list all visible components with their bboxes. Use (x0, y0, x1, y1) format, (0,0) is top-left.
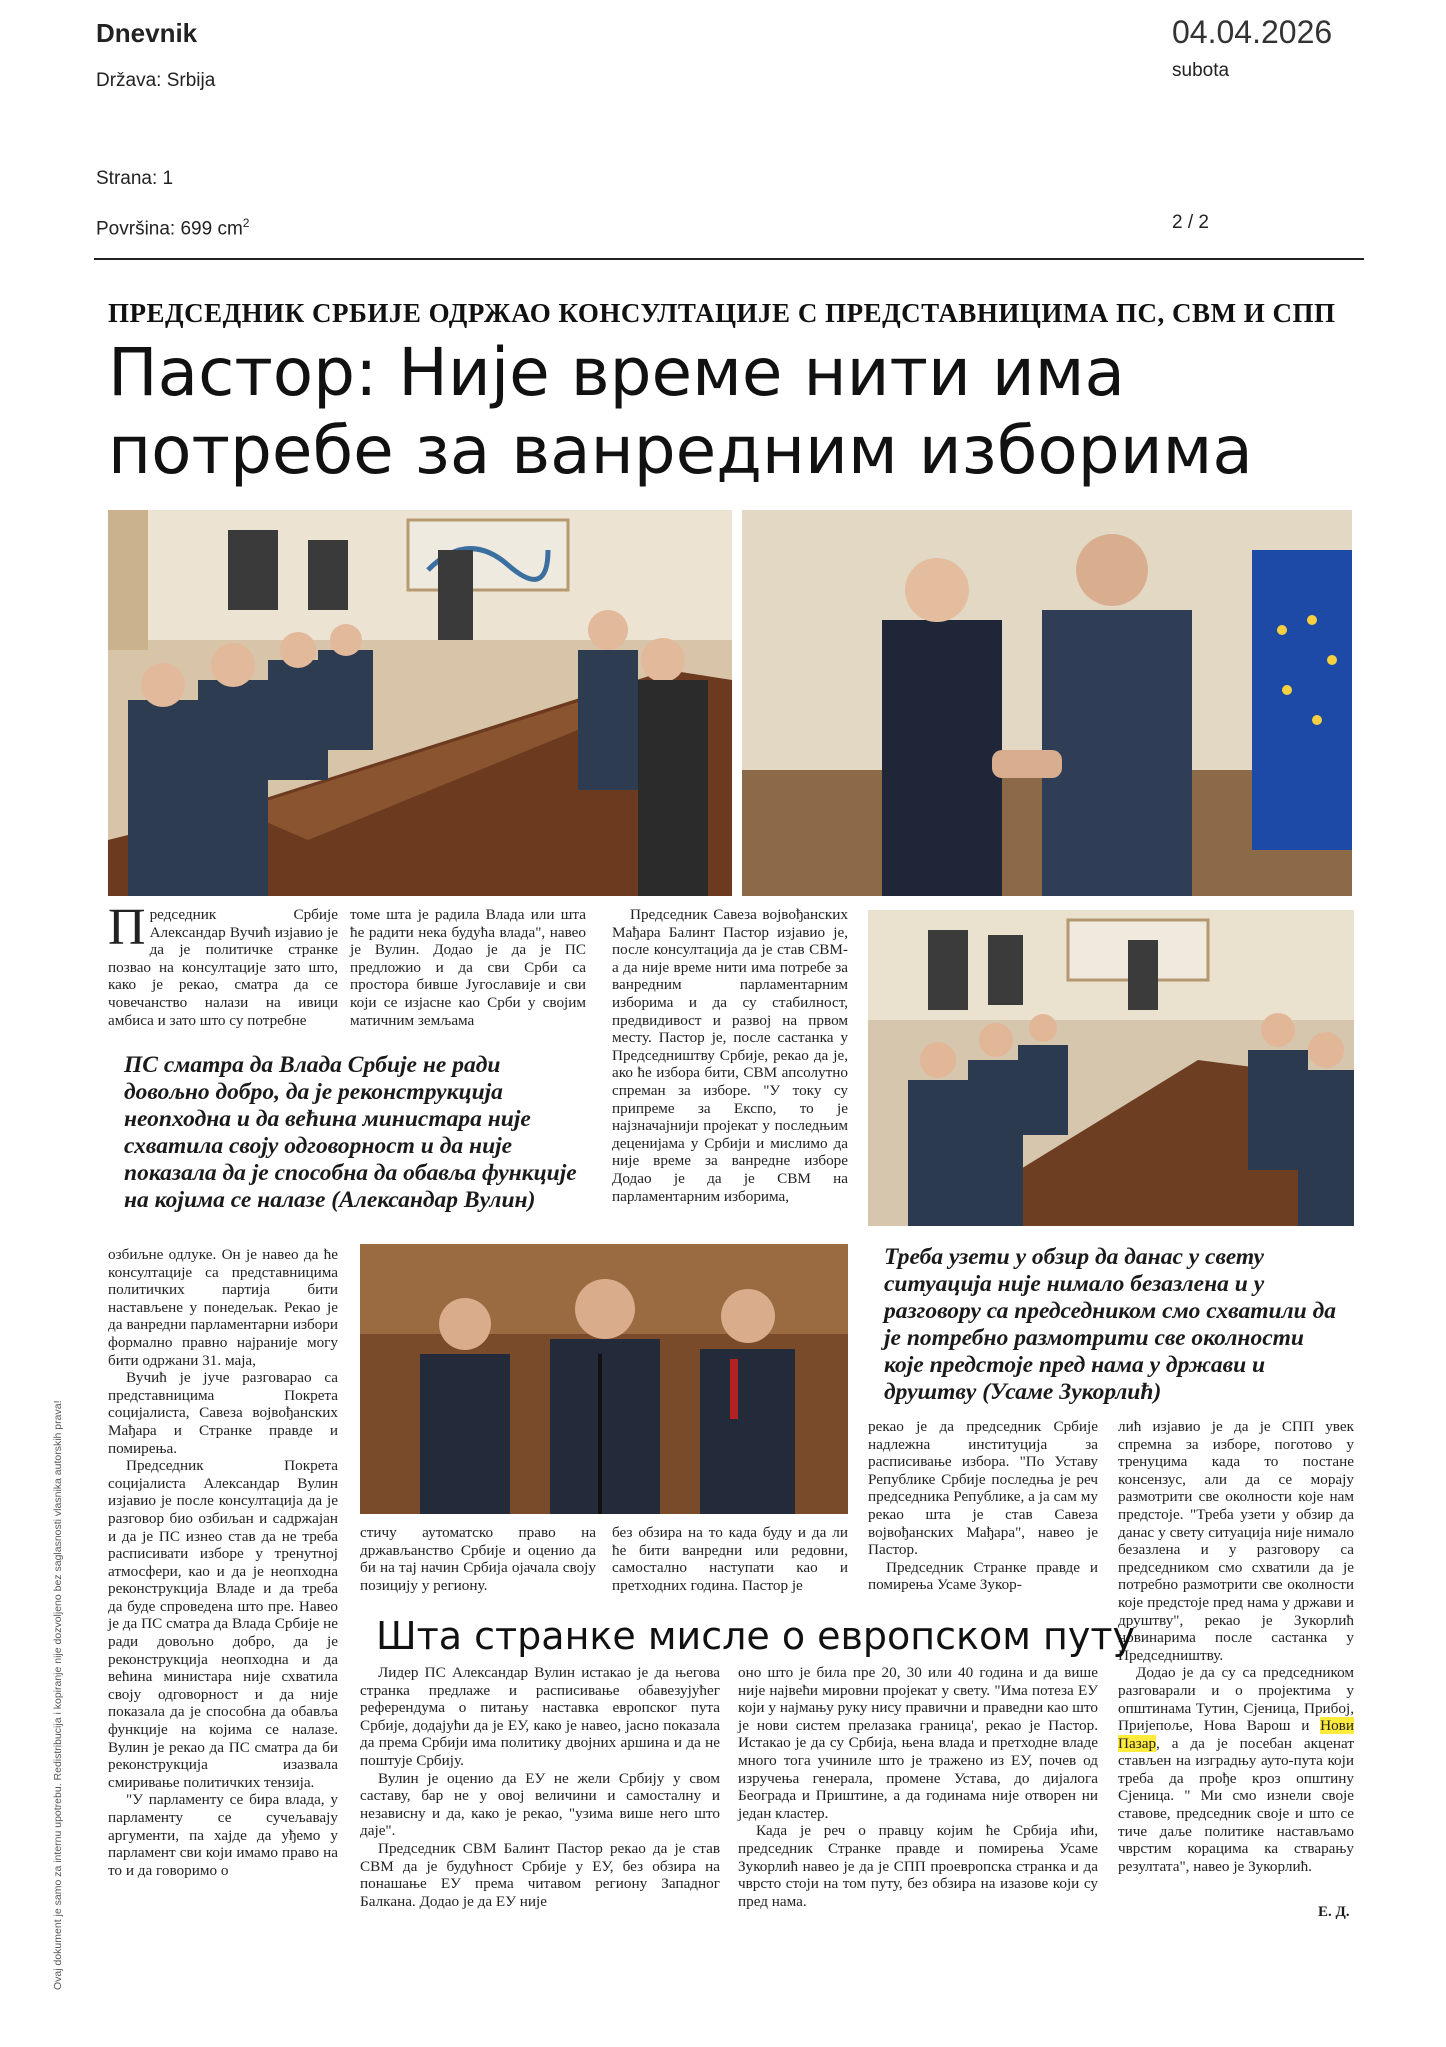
eu-column-1: Лидер ПС Александар Вулин истакао је да његова странка предлаже и расписивање обавезујућег референдума о питању наставка европског пута Србије, додајући да је ЕУ, како је навео, јасно показала да према Србији има политику двојних аршина и да не поштује Србију. Вулин је оценио да ЕУ не жели Србију у свом саставу, бар не у овој величини и самосталну и независну и да, како је рекао, "узима више него што даје". Председник СВМ Балинт Пастор рекао да је став СВМ да је будућност Србије у ЕУ, без обзира на понашање ЕУ према читавом региону Западног Балкана. Додао је да ЕУ није (360, 1664, 720, 1910)
page-counter: 2 / 2 (1172, 212, 1209, 233)
highlighted-phrase: Нови Пазар (1118, 1717, 1354, 1752)
area-unit-exponent: 2 (242, 216, 250, 230)
article-column-5: лић изјавио је да је СПП увек спремна за изборе, поготово у тренуцима када то постане консензус, али да се морају размотрити све околности које нам предстоје. "Треба узети у обзир да данас у свету ситуација није нимало безазлена и у разговору са председником смо схватили да је потребно размотрити све околности које предстоје пред нама у држави и друштву", рекао је Зукорлић новинарима после састанка у Председништву. Додао је да су са председником разговарали и о пројектима у општинама Тутин, Сјеница, Прибој, Пријепоље, Нова Варош и Нови Пазар, а да је посебан акценат стављен на изградњу ауто-пута који треба да прође кроз општину Сјеница. " Ми смо изнели своје ставове, председник своје и што се тиче даље политике настављамо чврстим корацима ка стварању резултата", навео је Зукорлић. (1118, 1418, 1354, 1875)
photo-meeting-wide (868, 910, 1354, 1226)
area-value: Površina: 699 cm (96, 218, 243, 240)
copyright-disclaimer: Ovaj dokument je samo za internu upotrebu. Redistribucija i kopiranje nije dozvoljeno bez saglasnosti vlasnika autorskih prava! (52, 1400, 64, 1990)
pull-quote-zukorlic: Треба узети у обзир да данас у свету ситуација није нимало безазлена и у разговору са председником смо схватили да је потребно размотрити све околности које предстоје пред нама у држави и друштву (Усаме Зукорлић) (884, 1244, 1337, 1405)
headline-line-2: потребе за ванредним изборима (108, 412, 1253, 489)
photo-handshake (742, 510, 1352, 896)
article-column-1-long: озбиљне одлуке. Он је навео да ће консултације са представницима политичких партија бити настављене у понедељак. Рекао је да ванредни парламентарни избори формално правно најраније могу бити одржани 31. маја, Вучић је јуче разговарао са представницима Покрета социјалиста, Савеза војвођанских Мађара и Странке правде и помирења. Председник Покрета социјалиста Александар Вулин изјавио је после консултација да је разговор био озбиљан и садржајан и да је ПС изнео став да не треба расписивати изборе у тренутној атмосфери, као и да је неопходна реконструкција Владе и да треба да буде спроведена што пре. Навео је да ПС сматра да Влада Србије не ради довољно добро, да је реконструкција неопходна и да већина министара није схватила своју одговорност и да није показала да је способна да обавља функције на којима се налазе. Вулин је рекао да ПС сматра да би реконструкција изазвала смиривање политичких тензија. "У парламенту се бира влада, у парламенту се сучељавају аргументи, па хајде да уђемо у парламент сви који имамо право на то и да говоримо о (108, 1246, 338, 1879)
clipping-date: 04.04.2026 (1172, 14, 1333, 50)
photo-press-statement (360, 1244, 848, 1514)
page-label: Strana: 1 (96, 168, 174, 189)
headline-line-1: Пастор: Није време нити има (108, 334, 1126, 411)
article-column-1-intro: Председник Србије Александар Вучић изјавио је да је политичке странке позвао на консултације зато што, како је рекао, сматра да се човечанство налази на ивици амбиса и зато што су потребне (108, 899, 338, 1029)
article-column-2-under-photo: стичу аутоматско право на држављанство Србије и оценио да би на тај начин Србија ојачала своју позицију у региону. (360, 1524, 596, 1594)
article-column-3-under-photo: без обзира на то када буду и да ли ће бити ванредни или редовни, самостално наступати као и претходних година. Пастор је (612, 1524, 848, 1594)
author-signature: Е. Д. (1318, 1904, 1350, 1920)
pull-quote-vulin: ПС сматра да Влада Србије не ради довољно добро, да је реконструкција неопходна и да већина министара није схватила своју одговорност и да није показала да је способна да обавља функције на којима се налазе (Александар Вулин) (124, 1052, 577, 1213)
photo-meeting-table (108, 510, 732, 896)
article-kicker: ПРЕДСЕДНИК СРБИЈЕ ОДРЖАО КОНСУЛТАЦИЈЕ С ПРЕДСТАВНИЦИМА ПС, СВМ И СПП (108, 298, 1336, 328)
section-subhead: Шта странке мисле о европском путу (376, 1614, 1135, 1658)
drop-cap: П (108, 899, 146, 956)
publication-name: Dnevnik (96, 18, 198, 48)
clipping-weekday: subota (1172, 60, 1230, 81)
article-headline (108, 334, 1358, 490)
article-column-4: рекао је да председник Србије надлежна институција за расписивање избора. "По Уставу Републике Србије последња је реч председника Републике, а ја сам му рекао шта је став Савеза војвођанских Мађара", навео је Пастор. Председник Странке правде и помирења Усаме Зукор- (868, 1418, 1098, 1594)
article-column-3: Председник Савеза војвођанских Мађара Балинт Пастор изјавио је, после консултација да је став СВМ-а да није време нити има потребе за ванредним парламентарним изборима и да су стабилност, предвидивост и развој на првом месту. Пастор је, после састанка у Председништву Србије, рекао да је, ако ће избора бити, СВМ апсолутно спреман за изборе. "У току су припреме за Експо, то је најзначајнији пројекат у последњим деценијама у Србији и мислимо да није време за ванредне изборе Додао је да је СВМ на парламентарним изборима, (612, 906, 848, 1205)
header-divider (94, 258, 1364, 260)
article-column-2-intro: томе шта је радила Влада или шта ће радити нека будућа влада", навео је Вулин. Додао је да је ПС предложио и да сви Срби са простора бивше Југославије и сви који се изјасне као Срби у својим матичним земљама (350, 906, 586, 1029)
area-label (96, 216, 249, 240)
eu-column-2: оно што је била пре 20, 30 или 40 година и да више није највећи мировни пројекат у свету. "Има потеза ЕУ који у најмању руку нису правични и праведни као што је нови систем прелазака граница', рекао је Пастор. Истакао је да су Србија, њена влада и претходне владе много тога учиниле што је тражено из ЕУ, почев од изручења генерала, промене Устава, до дијалога Београда и Приштине, а да годинама није отворен ни један кластер. Када је реч о правцу којим ће Србија ићи, председник Странке правде и помирења Усаме Зукорлић навео је да је СПП проевропска странка и да чврсто стоји на том путу, без обзира на изазове који су пред нама. (738, 1664, 1098, 1910)
country-label: Država: Srbija (96, 70, 216, 91)
